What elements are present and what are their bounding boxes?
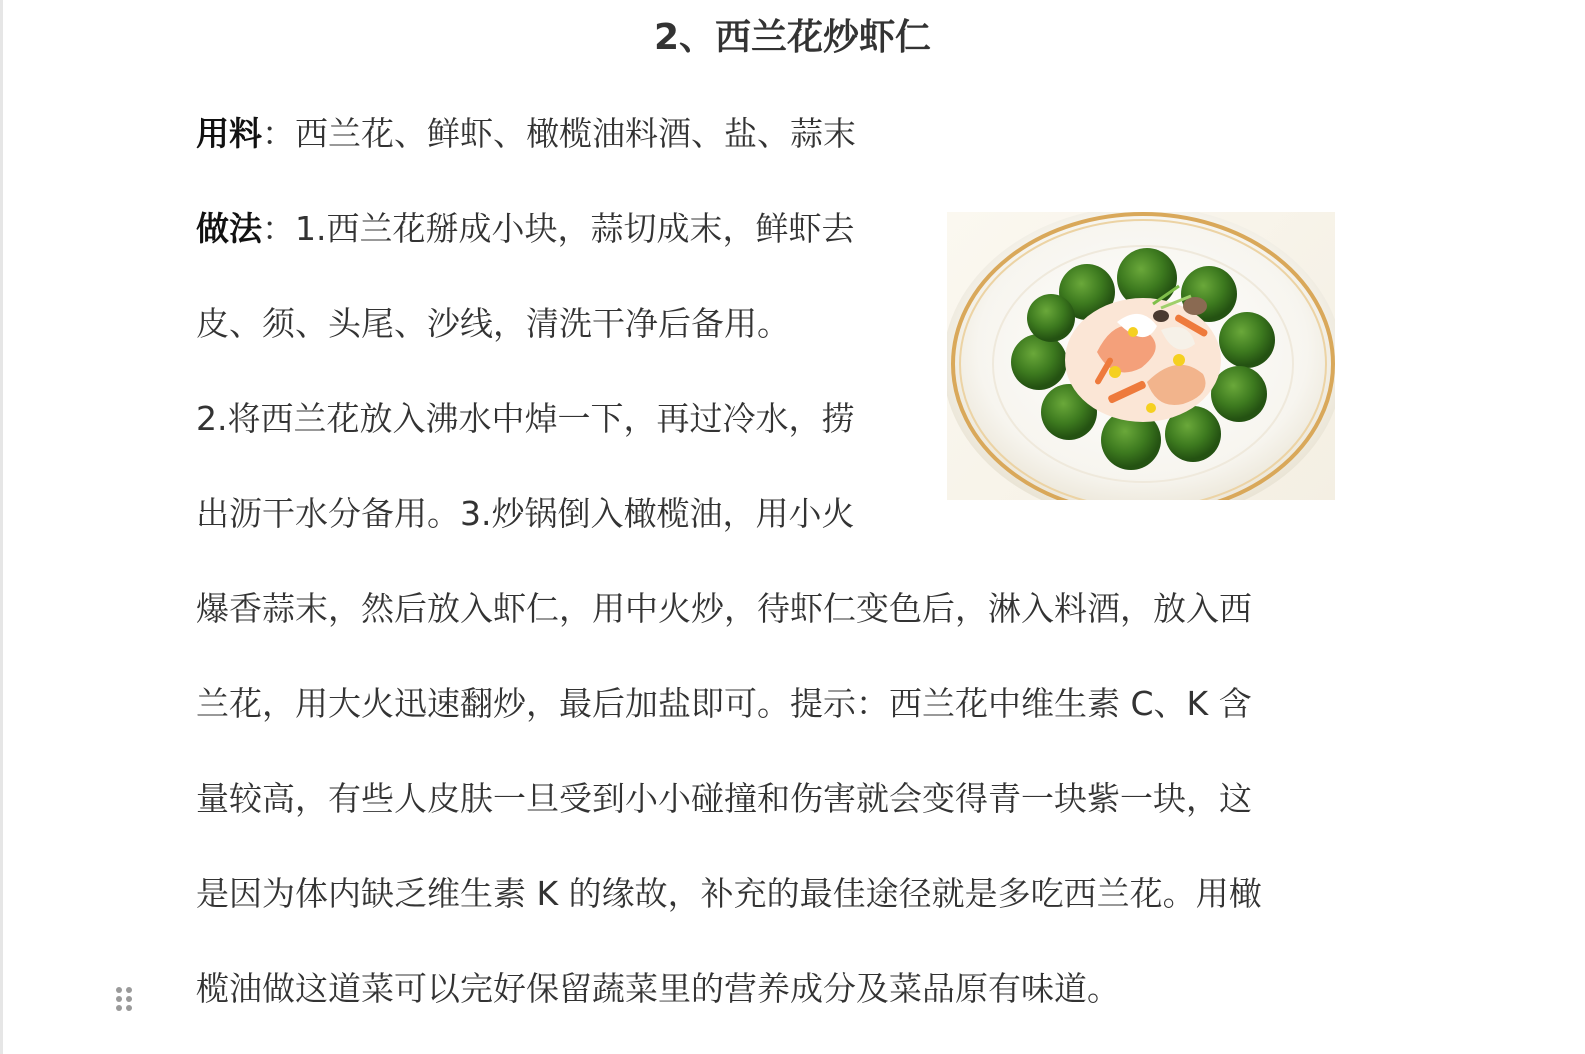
method-line-8: 是因为体内缺乏维生素 K 的缘故，补充的最佳途径就是多吃西兰花。用橄 (196, 874, 1262, 913)
method-line-3: 2.将西兰花放入沸水中焯一下，再过冷水，捞 (196, 399, 855, 438)
method-line-4: 出沥干水分备用。3.炒锅倒入橄榄油，用小火 (196, 494, 855, 533)
method-line-2: 皮、须、头尾、沙线，清洗干净后备用。 (196, 304, 790, 343)
recipe-title: 2、西兰花炒虾仁 (653, 17, 932, 58)
method-line-1 (196, 205, 855, 253)
method-text-1: ：1.西兰花掰成小块，蒜切成末，鲜虾去 (262, 209, 855, 248)
method-line-7: 量较高，有些人皮肤一旦受到小小碰撞和伤害就会变得青一块紫一块，这 (196, 779, 1252, 818)
method-line-9: 榄油做这道菜可以完好保留蔬菜里的营养成分及菜品原有味道。 (196, 969, 1120, 1008)
dish-photo (947, 212, 1335, 500)
editor-left-border (0, 0, 3, 1054)
ingredients-paragraph (196, 110, 856, 158)
ingredients-text: ：西兰花、鲜虾、橄榄油料酒、盐、蒜末 (262, 114, 856, 153)
method-label: 做法 (196, 209, 262, 248)
method-line-5: 爆香蒜末，然后放入虾仁，用中火炒，待虾仁变色后，淋入料酒，放入西 (196, 589, 1252, 628)
dish-illustration (947, 212, 1335, 500)
drag-handle-icon[interactable] (114, 986, 136, 1018)
method-line-6: 兰花，用大火迅速翻炒，最后加盐即可。提示：西兰花中维生素 C、K 含 (196, 684, 1252, 723)
ingredients-label: 用料 (196, 114, 262, 153)
